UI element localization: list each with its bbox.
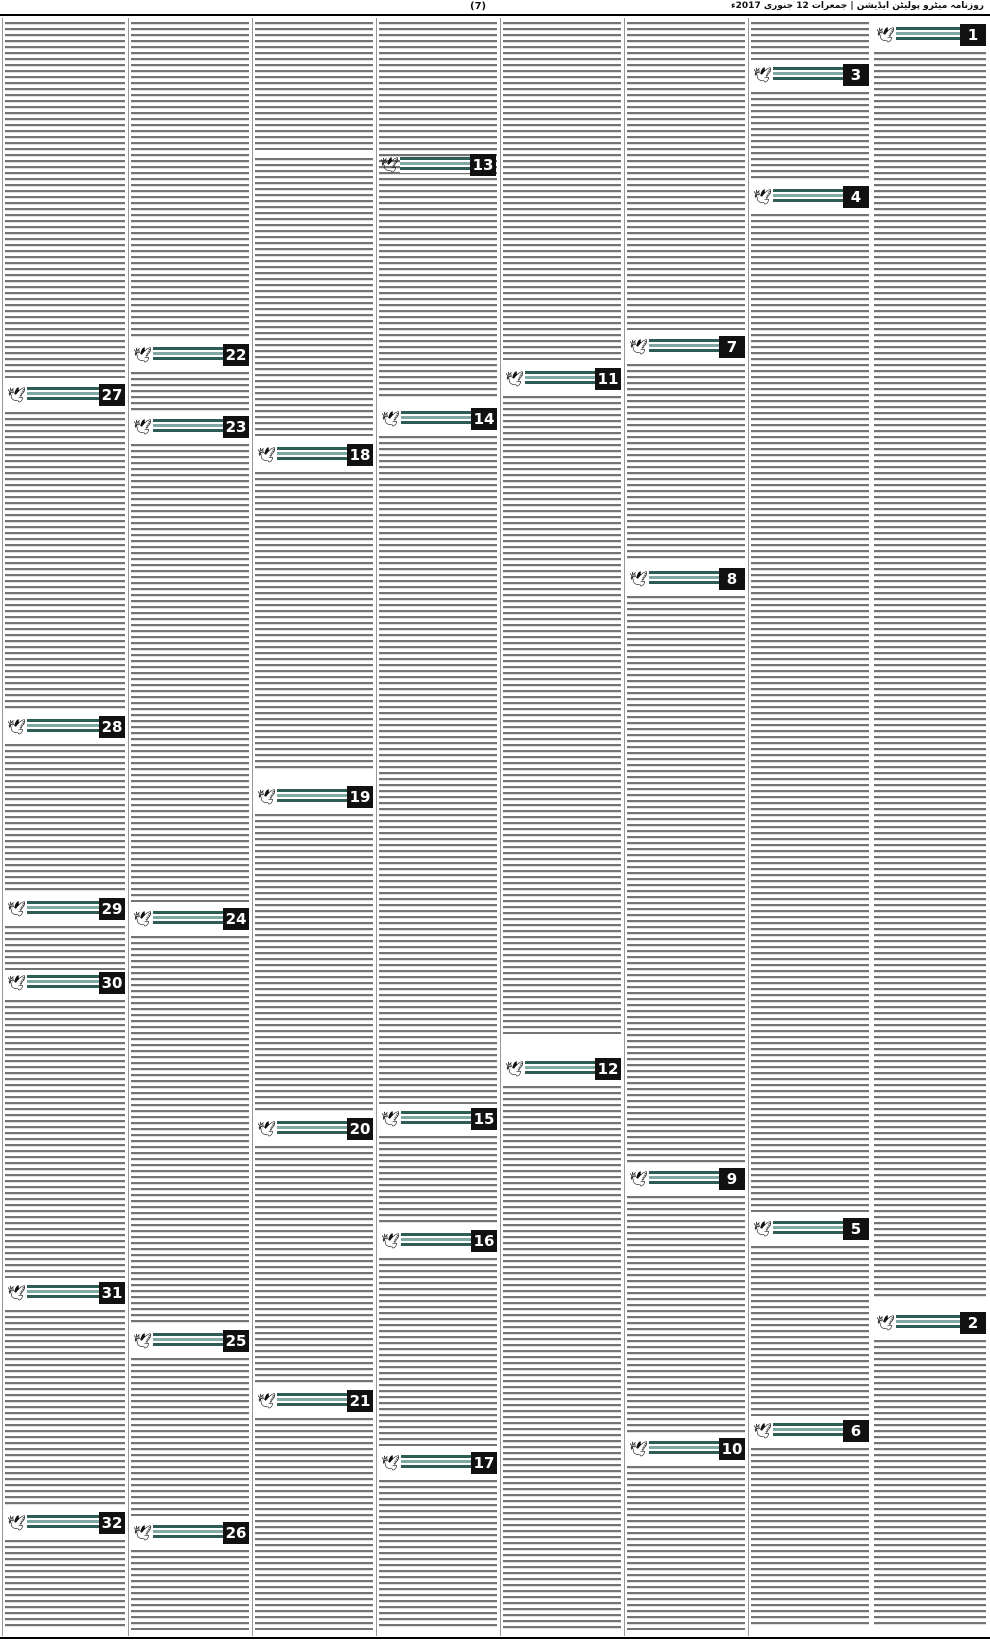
section-tag-6 — [751, 1420, 869, 1442]
section-tag-4 — [751, 186, 869, 208]
column-6 — [252, 18, 375, 1636]
article-text — [5, 924, 125, 970]
article-text — [5, 1308, 125, 1508]
column-5 — [376, 18, 499, 1636]
article-text — [5, 410, 125, 710]
section-number: 5 — [843, 1218, 869, 1240]
section-number: 14 — [471, 408, 497, 430]
bird-emblem-icon: 🕊 — [7, 974, 27, 992]
section-tag-24 — [131, 908, 249, 930]
section-bar — [649, 571, 719, 587]
section-bar — [27, 901, 99, 917]
article-text — [131, 1548, 249, 1630]
bird-emblem-icon: 🕊 — [629, 1440, 649, 1458]
section-number: 9 — [719, 1168, 745, 1190]
section-number: 30 — [99, 972, 125, 994]
section-tag-7 — [627, 336, 745, 358]
section-tag-15 — [379, 1108, 497, 1130]
dateline: روزنامہ میٹرو پولیٹن ایڈیشن | جمعرات 12 جنوری 2017ء — [731, 1, 984, 11]
section-number: 7 — [719, 336, 745, 358]
column-2 — [748, 18, 871, 1636]
column-7 — [128, 18, 251, 1636]
section-bar — [153, 419, 223, 435]
article-text — [627, 594, 745, 1164]
section-bar — [27, 1515, 99, 1531]
bird-emblem-icon: 🕊 — [876, 1314, 896, 1332]
section-bar — [277, 1121, 347, 1137]
article-text — [5, 20, 125, 378]
bird-emblem-icon: 🕊 — [753, 188, 773, 206]
bird-emblem-icon: 🕊 — [7, 718, 27, 736]
section-tag-28 — [5, 716, 125, 738]
article-text — [627, 1464, 745, 1630]
section-number: 2 — [960, 1312, 986, 1334]
article-text — [751, 1244, 869, 1416]
section-tag-14 — [379, 408, 497, 430]
bird-emblem-icon: 🕊 — [257, 788, 277, 806]
bird-emblem-icon: 🕊 — [753, 66, 773, 84]
section-tag-27 — [5, 384, 125, 406]
section-tag-19 — [255, 786, 373, 808]
article-text — [255, 812, 373, 1112]
article-text — [503, 394, 621, 1034]
bird-emblem-icon: 🕊 — [381, 1110, 401, 1128]
section-tag-5 — [751, 1218, 869, 1240]
article-text — [874, 1338, 986, 1628]
section-tag-18 — [255, 444, 373, 466]
section-tag-32 — [5, 1512, 125, 1534]
section-tag-8 — [627, 568, 745, 590]
section-tag-22 — [131, 344, 249, 366]
section-number: 17 — [471, 1452, 497, 1474]
article-text — [131, 370, 249, 412]
section-tag-13 — [378, 154, 496, 176]
section-number: 10 — [719, 1438, 745, 1460]
article-text — [379, 434, 497, 1104]
article-text — [131, 934, 249, 1324]
article-text — [5, 1538, 125, 1630]
section-number: 21 — [347, 1390, 373, 1412]
section-number: 25 — [223, 1330, 249, 1352]
section-bar — [649, 1441, 719, 1457]
section-number: 19 — [347, 786, 373, 808]
section-tag-31 — [5, 1282, 125, 1304]
section-bar — [153, 1333, 223, 1349]
bird-emblem-icon: 🕊 — [381, 1232, 401, 1250]
section-bar — [401, 1455, 471, 1471]
article-text — [255, 20, 373, 150]
column-3 — [624, 18, 747, 1636]
section-bar — [896, 1315, 960, 1331]
section-bar — [896, 27, 960, 43]
bird-emblem-icon: 🕊 — [7, 1284, 27, 1302]
bird-emblem-icon: 🕊 — [505, 1060, 525, 1078]
article-text — [627, 20, 745, 330]
section-number: 13 — [470, 154, 496, 176]
section-bar — [773, 1221, 843, 1237]
section-number: 4 — [843, 186, 869, 208]
section-tag-25 — [131, 1330, 249, 1352]
section-number: 29 — [99, 898, 125, 920]
section-number: 8 — [719, 568, 745, 590]
bird-emblem-icon: 🕊 — [257, 1120, 277, 1138]
section-bar — [773, 189, 843, 205]
section-bar — [649, 339, 719, 355]
section-number: 20 — [347, 1118, 373, 1140]
section-bar — [773, 1423, 843, 1439]
masthead — [0, 0, 990, 16]
article-text — [379, 20, 497, 400]
section-number: 15 — [471, 1108, 497, 1130]
section-tag-12 — [503, 1058, 621, 1080]
bird-emblem-icon: 🕊 — [257, 446, 277, 464]
bird-emblem-icon: 🕊 — [381, 1454, 401, 1472]
bird-emblem-icon: 🕊 — [629, 338, 649, 356]
article-text — [255, 1144, 373, 1384]
section-number: 6 — [843, 1420, 869, 1442]
section-tag-20 — [255, 1118, 373, 1140]
section-tag-17 — [379, 1452, 497, 1474]
article-text — [751, 90, 869, 180]
section-number: 31 — [99, 1282, 125, 1304]
column-8 — [2, 18, 127, 1636]
article-text — [751, 20, 869, 60]
article-text — [627, 1194, 745, 1434]
article-text — [751, 1446, 869, 1628]
section-number: 32 — [99, 1512, 125, 1534]
section-bar — [27, 975, 99, 991]
section-bar — [401, 1111, 471, 1127]
bird-emblem-icon: 🕊 — [257, 1392, 277, 1410]
article-text — [131, 1356, 249, 1516]
section-tag-29 — [5, 898, 125, 920]
section-bar — [27, 387, 99, 403]
section-number: 12 — [595, 1058, 621, 1080]
section-number: 27 — [99, 384, 125, 406]
section-bar — [277, 1393, 347, 1409]
bird-emblem-icon: 🕊 — [133, 910, 153, 928]
article-text — [503, 20, 621, 360]
bird-emblem-icon: 🕊 — [876, 26, 896, 44]
section-tag-26 — [131, 1522, 249, 1544]
section-number: 26 — [223, 1522, 249, 1544]
section-tag-10 — [627, 1438, 745, 1460]
section-bar — [525, 1061, 595, 1077]
section-tag-2 — [874, 1312, 986, 1334]
section-number: 11 — [595, 368, 621, 390]
section-number: 24 — [223, 908, 249, 930]
bird-emblem-icon: 🕊 — [7, 900, 27, 918]
bird-emblem-icon: 🕊 — [753, 1422, 773, 1440]
section-bar — [153, 911, 223, 927]
article-text — [5, 742, 125, 892]
section-number: 3 — [843, 64, 869, 86]
section-bar — [401, 1233, 471, 1249]
article-text — [131, 20, 249, 338]
section-bar — [27, 719, 99, 735]
column-1 — [872, 18, 988, 1636]
section-number: 22 — [223, 344, 249, 366]
footer-rule — [0, 1637, 990, 1639]
section-number: 1 — [960, 24, 986, 46]
article-text — [255, 470, 373, 770]
section-bar — [153, 1525, 223, 1541]
section-bar — [277, 789, 347, 805]
bird-emblem-icon: 🕊 — [629, 1170, 649, 1188]
section-tag-30 — [5, 972, 125, 994]
section-tag-21 — [255, 1390, 373, 1412]
bird-emblem-icon: 🕊 — [133, 1524, 153, 1542]
section-bar — [401, 411, 471, 427]
article-text — [503, 1084, 621, 1630]
section-bar — [525, 371, 595, 387]
section-tag-1 — [874, 24, 986, 46]
article-text — [379, 1478, 497, 1630]
article-text — [5, 998, 125, 1278]
page-number: (7) — [470, 1, 487, 12]
section-bar — [773, 67, 843, 83]
article-text — [379, 1256, 497, 1446]
article-text — [255, 156, 373, 436]
article-text — [255, 1416, 373, 1630]
section-tag-9 — [627, 1168, 745, 1190]
section-tag-23 — [131, 416, 249, 438]
bird-emblem-icon: 🕊 — [133, 346, 153, 364]
bird-emblem-icon: 🕊 — [629, 570, 649, 588]
column-4 — [500, 18, 623, 1636]
section-bar — [153, 347, 223, 363]
section-bar — [277, 447, 347, 463]
bird-emblem-icon: 🕊 — [133, 418, 153, 436]
bird-emblem-icon: 🕊 — [505, 370, 525, 388]
bird-emblem-icon: 🕊 — [133, 1332, 153, 1350]
section-tag-11 — [503, 368, 621, 390]
section-tag-3 — [751, 64, 869, 86]
section-number: 28 — [99, 716, 125, 738]
section-bar — [27, 1285, 99, 1301]
bird-emblem-icon: 🕊 — [380, 156, 400, 174]
bird-emblem-icon: 🕊 — [381, 410, 401, 428]
section-number: 23 — [223, 416, 249, 438]
bird-emblem-icon: 🕊 — [7, 386, 27, 404]
article-text — [751, 212, 869, 1212]
section-tag-16 — [379, 1230, 497, 1252]
article-text — [627, 362, 745, 562]
section-number: 18 — [347, 444, 373, 466]
section-bar — [400, 157, 470, 173]
bird-emblem-icon: 🕊 — [7, 1514, 27, 1532]
article-text — [379, 1134, 497, 1224]
article-text — [874, 50, 986, 1300]
article-text — [131, 442, 249, 902]
bird-emblem-icon: 🕊 — [753, 1220, 773, 1238]
section-bar — [649, 1171, 719, 1187]
section-number: 16 — [471, 1230, 497, 1252]
